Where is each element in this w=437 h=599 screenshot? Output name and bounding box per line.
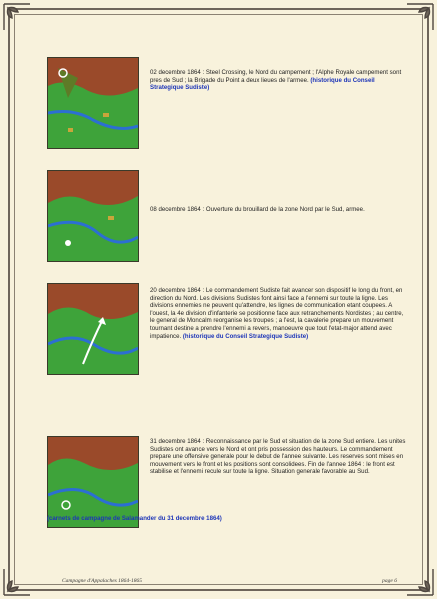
corner-ornament-icon [405,2,435,32]
entry-text [150,438,408,476]
corner-ornament-icon [2,567,32,597]
entry-body: Le commandement Sudiste fait avancer son dispositif le long du front, en direction du Nord. Les divisions Sudistes font ainsi face a l'ennemi sur toute la ligne. Les divisions ennemies ne peuvent qu'attendre, les lignes de communication etant coupees. A l'ouest, la 4e division d'infanterie se positionne face aux retranchements Nordistes ; au centre, le general de Moncalm reorganise les troupes ; a l'est, la cavalerie prepare un mouvement tournant destine a prendre l'ennemi a revers, manoeuvre que tout l'etat-major attend avec impatience. [150,287,404,340]
corner-ornament-icon [2,2,32,32]
entry-date: 31 decembre 1864 : [150,438,206,445]
historique-link[interactable]: (historique du Conseil Strategique Sudiste) [150,76,375,92]
entry-date: 20 decembre 1864 : [150,287,206,294]
footer-title: Campagne d'Appalaches 1864-1865 [62,578,142,584]
campaign-map-thumbnail[interactable] [47,57,139,149]
campaign-map-thumbnail[interactable] [47,170,139,262]
campaign-map-thumbnail[interactable] [47,283,139,375]
corner-ornament-icon [405,567,435,597]
entry-body: Steel Crossing, le Nord du campement ; l'Alphe Royale campement sont pres de Sud ; la Brigade du Point a deux lieues de l'armee. [150,69,402,84]
entry-text [150,69,408,92]
entry-body: Reconnaissance par le Sud et situation de la zone Sud entiere. Les unites Sudistes ont avance vers le Nord et ont pris possession des hauteurs. Le commandement prepare une offensive generale pour le debut de l'annee suivante. Les reserves sont mises en mouvement vers le front et les positions sont consolidees. Fin de l'annee 1864 : le front est stabilise et l'ennemi recule sur toute la ligne. Situation generale favorable au Sud. [150,438,406,476]
entry-link-line [47,515,407,523]
page-number: page 6 [382,578,397,584]
entry-text [150,287,408,340]
entry-text [150,206,408,214]
entry-date: 02 decembre 1864 : [150,69,206,76]
historique-link[interactable]: (historique du Conseil Strategique Sudiste) [182,332,309,340]
entry-body: Ouverture du brouillard de la zone Nord par le Sud, armee. [205,206,365,213]
carnets-link[interactable]: (carnets de campagne de Salamander du 31 decembre 1864) [47,515,222,522]
entry-date: 08 decembre 1864 : [150,206,206,213]
